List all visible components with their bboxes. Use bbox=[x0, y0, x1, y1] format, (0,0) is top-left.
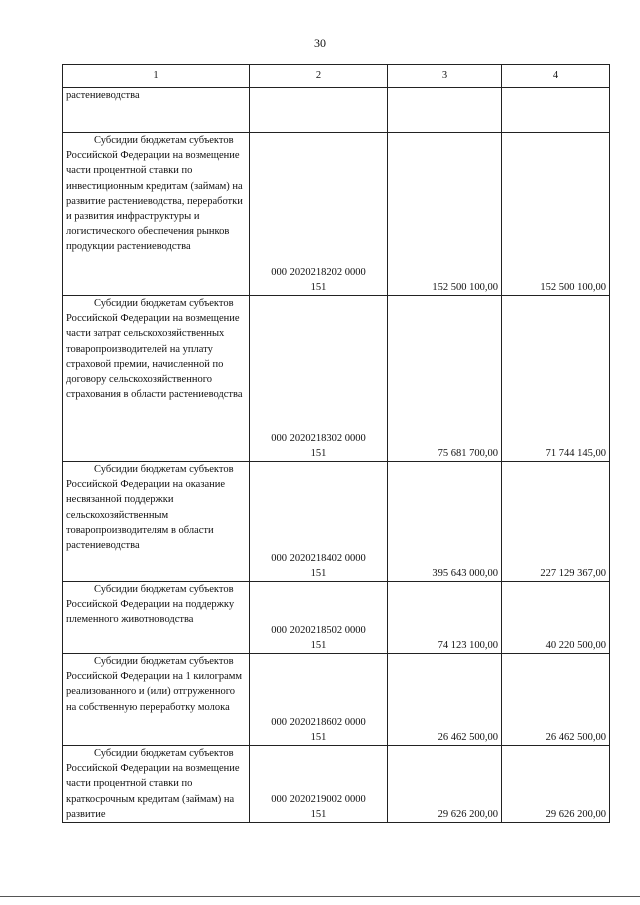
row-col3: 75 681 700,00 bbox=[388, 296, 502, 462]
table-row bbox=[63, 462, 610, 582]
row-col4 bbox=[502, 88, 610, 133]
row-col4: 152 500 100,00 bbox=[502, 133, 610, 296]
row-code bbox=[250, 462, 388, 582]
column-header-3: 3 bbox=[388, 65, 502, 88]
column-header-1: 1 bbox=[63, 65, 250, 88]
row-code-line2: 151 bbox=[310, 447, 327, 459]
row-code-line2: 151 bbox=[310, 567, 327, 579]
row-col4: 40 220 500,00 bbox=[502, 582, 610, 654]
page-bottom-rule bbox=[0, 896, 640, 897]
row-code-line1: 000 2020218502 0000 bbox=[271, 624, 366, 636]
row-code bbox=[250, 296, 388, 462]
row-code-line2: 151 bbox=[310, 281, 327, 293]
row-code-line2: 151 bbox=[310, 639, 327, 651]
row-name-text: Субсидии бюджетам субъектов Российской Федерации на возмещение части процентной ставки по краткосрочным кредитам (займам) на развитие bbox=[66, 748, 240, 820]
row-code-line1: 000 2020218302 0000 bbox=[271, 432, 366, 444]
row-col3: 26 462 500,00 bbox=[388, 654, 502, 746]
row-name bbox=[63, 133, 250, 296]
row-col4: 227 129 367,00 bbox=[502, 462, 610, 582]
budget-table bbox=[62, 64, 610, 823]
row-code bbox=[250, 133, 388, 296]
table-row bbox=[63, 88, 610, 133]
page-number: 30 bbox=[314, 36, 326, 50]
row-code bbox=[250, 88, 388, 133]
row-col3 bbox=[388, 88, 502, 133]
row-name bbox=[63, 582, 250, 654]
row-code bbox=[250, 582, 388, 654]
row-col3: 395 643 000,00 bbox=[388, 462, 502, 582]
row-col3: 152 500 100,00 bbox=[388, 133, 502, 296]
row-code bbox=[250, 654, 388, 746]
row-name-text: Субсидии бюджетам субъектов Российской Федерации на 1 килограмм реализованного и (или) отгруженного на собственную переработку молока bbox=[66, 656, 243, 713]
row-code-line1: 000 2020218602 0000 bbox=[271, 716, 366, 728]
row-col3: 74 123 100,00 bbox=[388, 582, 502, 654]
row-col3: 29 626 200,00 bbox=[388, 746, 502, 823]
table-header-row bbox=[63, 65, 610, 88]
row-name: растениеводства bbox=[63, 88, 250, 133]
row-col4: 29 626 200,00 bbox=[502, 746, 610, 823]
row-name-text: Субсидии бюджетам субъектов Российской Федерации на оказание несвязанной поддержки сельскохозяйственным товаропроизводителям в области растениеводства bbox=[66, 464, 234, 552]
row-name-text: Субсидии бюджетам субъектов Российской Федерации на поддержку племенного животноводства bbox=[66, 584, 235, 626]
table-row bbox=[63, 296, 610, 462]
row-code bbox=[250, 746, 388, 823]
row-code-line2: 151 bbox=[310, 731, 327, 743]
row-name-text: Субсидии бюджетам субъектов Российской Федерации на возмещение части процентной ставки по инвестиционным кредитам (займам) на развитие растениеводства, переработки и развития инфраструктуры и логистического обеспечения рынков продукции растениеводства bbox=[66, 135, 243, 253]
row-code-line1: 000 2020218202 0000 bbox=[271, 266, 366, 278]
table-row bbox=[63, 654, 610, 746]
column-header-2: 2 bbox=[250, 65, 388, 88]
row-code-line2: 151 bbox=[310, 808, 327, 820]
column-header-4: 4 bbox=[502, 65, 610, 88]
row-name bbox=[63, 296, 250, 462]
row-name-text: Субсидии бюджетам субъектов Российской Федерации на возмещение части затрат сельскохозяйственных товаропроизводителей на уплату страховой премии, начисленной по договору сельскохозяйственного страхования в области растениеводства bbox=[66, 298, 243, 401]
row-code-line1: 000 2020219002 0000 bbox=[271, 793, 366, 805]
table-row bbox=[63, 582, 610, 654]
row-name bbox=[63, 654, 250, 746]
row-col4: 26 462 500,00 bbox=[502, 654, 610, 746]
row-name bbox=[63, 462, 250, 582]
table-row bbox=[63, 746, 610, 823]
table-row bbox=[63, 133, 610, 296]
row-name bbox=[63, 746, 250, 823]
row-code-line1: 000 2020218402 0000 bbox=[271, 552, 366, 564]
row-col4: 71 744 145,00 bbox=[502, 296, 610, 462]
